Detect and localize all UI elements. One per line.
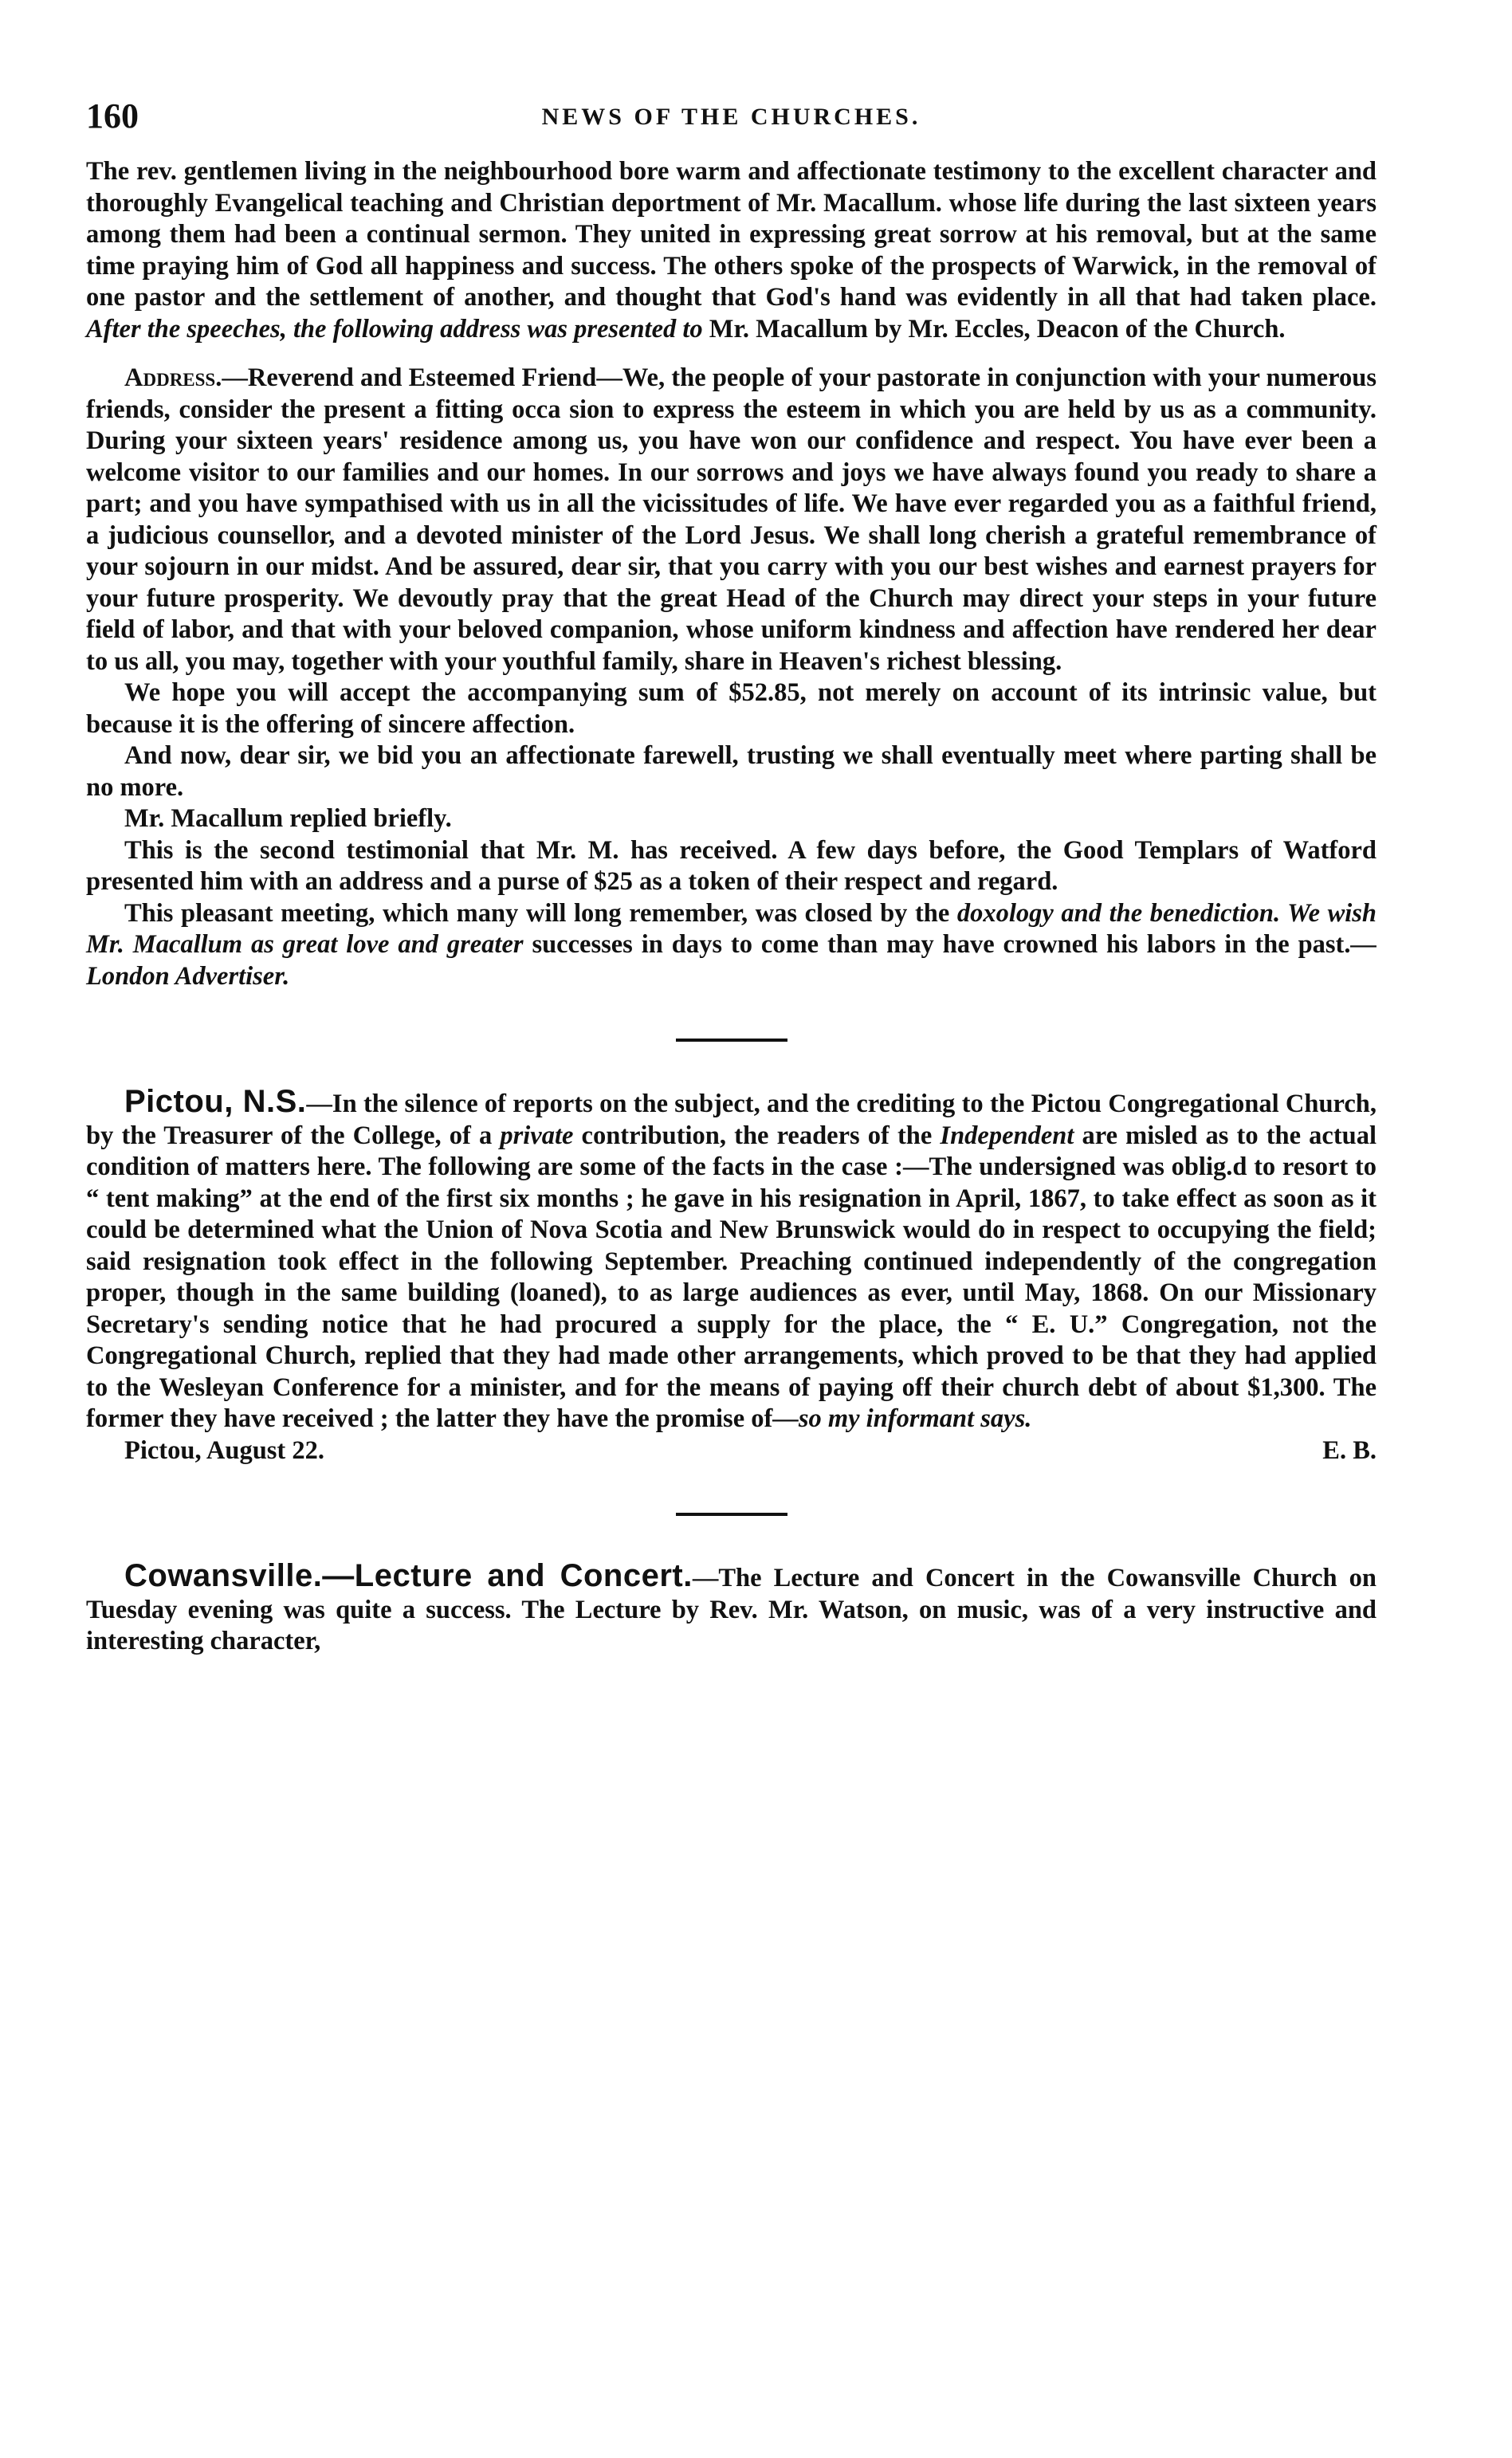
pictou-italic-private: private xyxy=(500,1121,574,1150)
cowansville-paragraph xyxy=(86,1558,1377,1658)
pictou-paragraph xyxy=(86,1086,1377,1435)
address-label: Address. xyxy=(124,363,222,392)
closing-paragraph xyxy=(86,898,1377,993)
warwick-article xyxy=(86,156,1377,992)
address-text: —Reverend and Esteemed Friend—We, the people of your pastorate in conjunction with your numerous friends, consider the present a fitting occa sion to express the esteem in which you are held by us as a community. During your sixteen years' residence among us, you have won our confidence and respect. You have ever been a welcome visitor to our families and our homes. In our sorrows and joys we have always found you ready to share a part; and you have sympathised with us in all the vicissitudes of life. We have ever regarded you as a faithful friend, a judicious counsellor, and a devoted minister of the Lord Jesus. We shall long cherish a grateful remembrance of your sojourn in our midst. And be assured, dear sir, that you carry with you our best wishes and earnest prayers for your future prosperity. We devoutly pray that the great Head of the Church may direct your steps in your future field of labor, and that with your beloved companion, whose uniform kindness and affection have rendered her dear to us all, you may, together with your youthful family, share in Heaven's richest blessing. xyxy=(86,363,1377,676)
pictou-text-a: —In the silence of reports on the subject, and the crediting to the Pictou Congregational Church, by the Treasurer of the College, of a xyxy=(86,1090,1377,1150)
cowansville-heading: Cowansville.—Lecture and Concert. xyxy=(124,1558,693,1593)
section-divider xyxy=(676,1513,787,1516)
closing-end: successes in days to come than may have crowned his labors in the past. xyxy=(532,930,1351,959)
closing-text: This pleasant meeting, which many will long remember, was closed by the xyxy=(124,898,950,928)
sum-paragraph: We hope you will accept the accompanying sum of $52.85, not merely on account of its intrinsic value, but because it is the offering of sincere affection. xyxy=(86,678,1377,739)
pictou-article xyxy=(86,1086,1377,1467)
address-paragraph xyxy=(86,363,1377,677)
source-credit: —London Advertiser. xyxy=(86,930,1377,991)
running-title: NEWS OF THE CHURCHES. xyxy=(541,104,921,130)
presentation-text: Mr. Macallum by Mr. Eccles, Deacon of the Church. xyxy=(709,314,1286,344)
reply-paragraph: Mr. Macallum replied briefly. xyxy=(124,804,452,833)
testimony-text: The rev. gentlemen living in the neighbourhood bore warm and affectionate testimony to the excellent character and thoroughly Evangelical teaching and Christian deportment of Mr. Macallum. whose life during the last sixteen years among them had been a continual sermon. They united in expressing great sorrow at his removal, but at the same time praying him of God all happiness and success. The others spoke of the prospects of Warwick, in the removal of one pastor and the settlement of another, and thought that God's hand was evidently in all that had taken place. xyxy=(86,157,1377,312)
cowansville-text: —The Lecture and Concert in the Cowansville Church on Tuesday evening was quite a success. The Lecture by Rev. Mr. Watson, on music, was of a very instructive and interesting character, xyxy=(86,1564,1377,1655)
pictou-text-c: are misled as to the actual condition of matters here. The following are some of the facts in the case :—The undersigned was oblig.d to resort to “ tent making” at the end of the first six months ; he gave in his resignation in April, 1867, to take effect as soon as it could be determined what the Union of Nova Scotia and New Brunswick would do in respect to occupying the field; said resignation took effect in the following September. Preaching continued independently of the congregation proper, though in the same building (loaned), to as large audiences as ever, until May, 1868. On our Missionary Secretary's sending notice that he had procured a supply for the place, the “ E. U.” Congregation, not the Congregational Church, replied that they had made other arrangements, which proved to be that they had applied to the Wesleyan Conference for a minister, and for the means of paying off their church debt of about $1,300. The former they have received ; the latter they have the promise of xyxy=(86,1121,1377,1433)
second-testimonial-paragraph: This is the second testimonial that Mr. M. has received. A few days before, the Good Templars of Watford presented him with an address and a purse of $25 as a token of their respect and regard. xyxy=(86,835,1377,896)
page-number: 160 xyxy=(86,96,139,135)
closing-italic: doxology and the benediction. We wish Mr. Macallum as great love and greater xyxy=(86,898,1377,959)
section-divider xyxy=(676,1039,787,1042)
pictou-italic-informant: —so my informant says. xyxy=(772,1404,1032,1433)
pictou-text-b: contribution, the readers of the xyxy=(581,1121,933,1150)
testimony-paragraph xyxy=(86,156,1377,345)
pictou-heading: Pictou, N.S. xyxy=(124,1084,307,1119)
pictou-date: Pictou, August 22. xyxy=(124,1435,325,1465)
pictou-initials: E. B. xyxy=(1322,1435,1377,1465)
pictou-dateline xyxy=(86,1435,1377,1467)
speeches-italic: After the speeches, the following address was presented to xyxy=(86,314,703,344)
cowansville-article xyxy=(86,1558,1377,1658)
farewell-paragraph: And now, dear sir, we bid you an affectionate farewell, trusting we shall eventually meet where parting shall be no more. xyxy=(86,741,1377,802)
running-header xyxy=(86,96,1377,151)
pictou-italic-independent: Independent xyxy=(940,1121,1074,1150)
